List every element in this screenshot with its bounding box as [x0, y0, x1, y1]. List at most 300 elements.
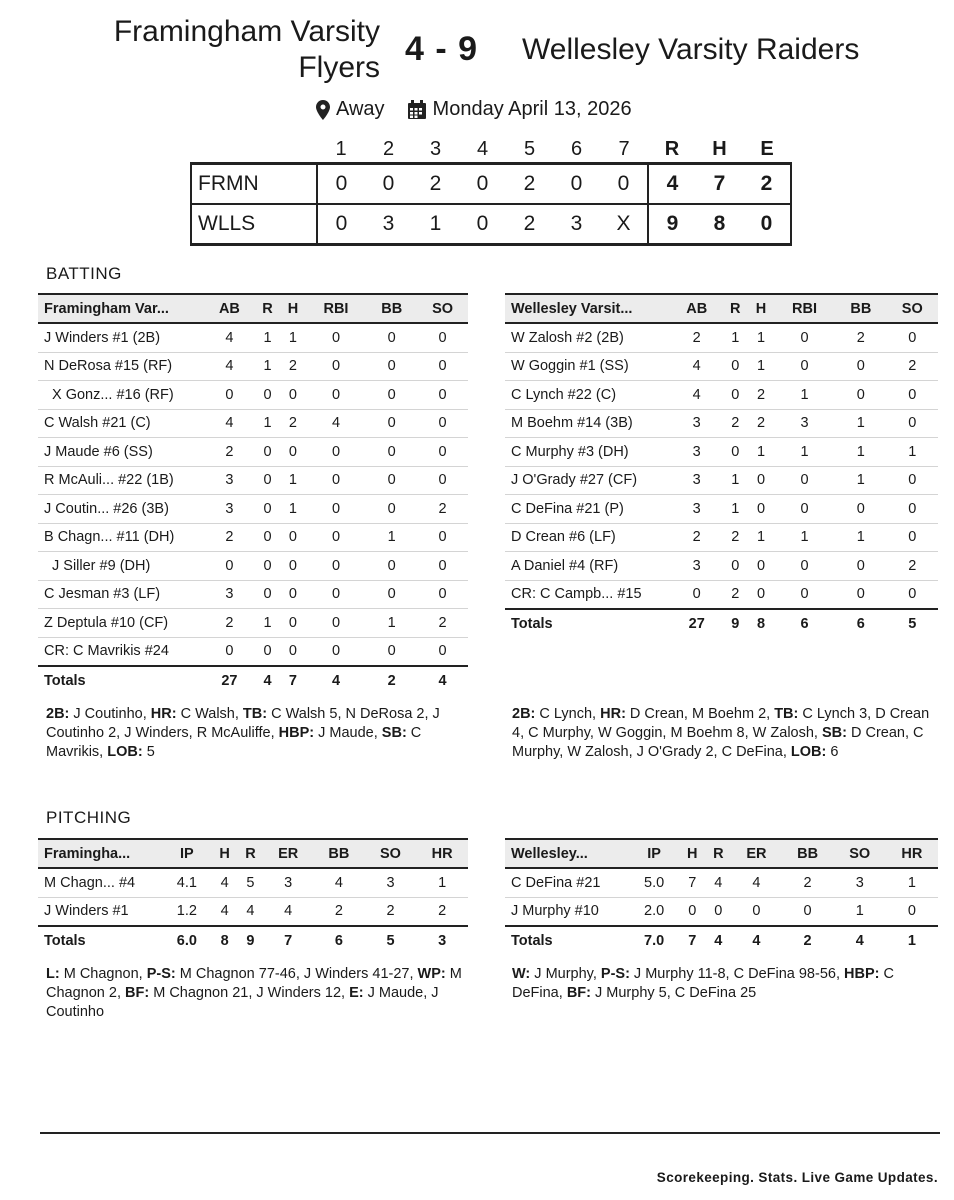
stat-value: 1 — [366, 609, 417, 638]
away-pitching-notes — [512, 965, 937, 1003]
stat-value: 2 — [722, 409, 748, 438]
stat-value: 2 — [204, 523, 255, 552]
totals-value: 8 — [220, 932, 229, 949]
stat-column-header: BB — [313, 839, 365, 868]
totals-value: 2 — [803, 932, 812, 949]
note-value: J Murphy 11-8, C DeFina 98-56, — [629, 966, 845, 982]
note-key: LOB: — [790, 744, 827, 760]
player-name: C Lynch #22 (C) — [505, 381, 671, 410]
stat-value: 0 — [417, 466, 468, 495]
home-pitching-notes — [46, 965, 471, 1022]
totals-value: 7 — [688, 932, 697, 949]
stat-value: 1 — [835, 438, 886, 467]
stat-value: 3 — [671, 495, 722, 524]
player-row — [505, 381, 938, 410]
stat-value: 2 — [365, 897, 417, 926]
stat-column-header: SO — [417, 294, 468, 323]
note-value: C DeFina, — [512, 966, 894, 1001]
inning-score: 3 — [365, 204, 412, 245]
note-value: J Murphy 5, C DeFina 25 — [590, 985, 757, 1001]
stat-value: 0 — [306, 609, 367, 638]
stat-value: 1 — [774, 438, 835, 467]
note-key: WP: — [417, 966, 446, 982]
stat-value: 2 — [835, 323, 886, 352]
stat-value: 0 — [280, 552, 305, 581]
note-value: M Chagnon 77-46, J Winders 41-27, — [175, 966, 418, 982]
stat-value: 3 — [365, 868, 417, 897]
stat-value: 0 — [417, 352, 468, 381]
home-pitching-table — [38, 838, 468, 955]
team-abbr: WLLS — [191, 204, 317, 245]
player-row — [505, 523, 938, 552]
stat-value: 2 — [722, 523, 748, 552]
totals-value: 6 — [856, 615, 865, 632]
inning-score: 0 — [553, 164, 600, 205]
stat-column-header: R — [705, 839, 731, 868]
player-name: B Chagn... #11 (DH) — [38, 523, 204, 552]
stat-value: 0 — [417, 552, 468, 581]
home-batting-notes — [46, 705, 471, 762]
stat-value: 0 — [722, 552, 748, 581]
note-key: BF: — [566, 985, 591, 1001]
note-key: LOB: — [107, 744, 143, 760]
stat-value: 0 — [306, 466, 367, 495]
stat-value: 1 — [722, 495, 748, 524]
inning-header: 1 — [335, 137, 347, 160]
totals-value: 4 — [263, 672, 272, 689]
date-text: Monday April 13, 2026 — [432, 98, 632, 120]
linescore-header-row — [191, 136, 791, 164]
stat-column-header: SO — [365, 839, 417, 868]
stat-value: 0 — [204, 637, 255, 666]
linescore-row — [191, 164, 791, 205]
player-row — [505, 352, 938, 381]
player-name: Z Deptula #10 (CF) — [38, 609, 204, 638]
stat-column-header: RBI — [774, 294, 835, 323]
inning-score: 2 — [506, 204, 553, 245]
stat-value: 0 — [366, 552, 417, 581]
player-row — [38, 637, 468, 666]
stat-value: 0 — [417, 381, 468, 410]
stat-value: 0 — [366, 409, 417, 438]
player-row — [505, 409, 938, 438]
player-row — [38, 897, 468, 926]
stat-value: 0 — [417, 523, 468, 552]
stat-value: 0 — [255, 637, 280, 666]
stat-value: 1 — [280, 466, 305, 495]
stat-value: 3 — [671, 409, 722, 438]
totals-value: 4 — [714, 932, 723, 949]
stat-value: 1 — [774, 523, 835, 552]
stat-value: 1 — [774, 381, 835, 410]
batting-section-title: BATTING — [46, 264, 122, 283]
stat-value: 0 — [887, 523, 938, 552]
stat-value: 0 — [774, 466, 835, 495]
stat-value: 0 — [887, 381, 938, 410]
note-value: J Murphy, — [530, 966, 601, 982]
note-key: BF: — [125, 985, 150, 1001]
stat-value: 0 — [887, 323, 938, 352]
stat-value: 1 — [416, 868, 468, 897]
stat-column-header: R — [722, 294, 748, 323]
away-pitching-table — [505, 838, 938, 955]
player-row — [38, 381, 468, 410]
stat-value: 0 — [280, 609, 305, 638]
totals-value: 7 — [284, 932, 293, 949]
player-row — [38, 523, 468, 552]
player-name: X Gonz... #16 (RF) — [38, 381, 204, 410]
stat-value: 2 — [748, 409, 774, 438]
stat-value: 3 — [834, 868, 886, 897]
stat-value: 0 — [774, 495, 835, 524]
stat-value: 0 — [835, 352, 886, 381]
player-row — [505, 495, 938, 524]
stat-value: 0 — [835, 495, 886, 524]
stat-value: 0 — [887, 409, 938, 438]
stat-column-header: AB — [671, 294, 722, 323]
stat-value: 0 — [417, 580, 468, 609]
inning-score: 2 — [412, 164, 459, 205]
note-value: C Lynch, — [535, 706, 601, 722]
stat-column-header: H — [679, 839, 705, 868]
totals-value: 4 — [438, 672, 447, 689]
stat-value: 0 — [306, 523, 367, 552]
stat-value: 0 — [366, 466, 417, 495]
player-row — [38, 552, 468, 581]
stat-value: 0 — [417, 323, 468, 352]
inning-score: 0 — [365, 164, 412, 205]
stat-column-header: AB — [204, 294, 255, 323]
player-name: D Crean #6 (LF) — [505, 523, 671, 552]
totals-value: 27 — [221, 672, 238, 689]
stat-column-header: BB — [782, 839, 834, 868]
note-key: L: — [46, 966, 60, 982]
inning-header: 7 — [618, 137, 630, 160]
note-key: HBP: — [278, 725, 315, 741]
away-team-name: Wellesley Varsity Raiders — [522, 33, 860, 66]
game-meta — [316, 98, 632, 121]
note-key: HR: — [150, 706, 177, 722]
stat-value: 2 — [204, 438, 255, 467]
stat-column-header: H — [212, 839, 238, 868]
stat-column-header: SO — [887, 294, 938, 323]
stat-value: 4 — [212, 897, 238, 926]
note-key: TB: — [242, 706, 268, 722]
table-header-row — [38, 294, 468, 323]
totals-value: 5 — [386, 932, 395, 949]
team-column-header: Wellesley Varsit... — [505, 294, 671, 323]
player-name: C Murphy #3 (DH) — [505, 438, 671, 467]
totals-row — [38, 926, 468, 955]
note-value: M Chagnon, — [59, 966, 147, 982]
stat-value: 5.0 — [629, 868, 679, 897]
stat-value: 0 — [887, 466, 938, 495]
away-batting-notes — [512, 705, 937, 762]
note-value: 6 — [826, 744, 839, 760]
player-row — [38, 466, 468, 495]
stat-column-header: BB — [366, 294, 417, 323]
note-value: M Chagnon 21, J Winders 12, — [149, 985, 350, 1001]
stat-value: 0 — [255, 580, 280, 609]
stat-value: 4 — [238, 897, 264, 926]
stat-value: 4 — [705, 868, 731, 897]
stat-value: 1 — [748, 352, 774, 381]
stat-value: 1 — [835, 523, 886, 552]
location-text: Away — [336, 98, 385, 120]
stat-value: 0 — [280, 637, 305, 666]
stat-value: 0 — [255, 495, 280, 524]
note-key: E: — [349, 985, 364, 1001]
team-abbr: FRMN — [191, 164, 317, 205]
stat-value: 0 — [306, 495, 367, 524]
totals-row — [505, 926, 938, 955]
stat-value: 0 — [835, 552, 886, 581]
stat-value: 0 — [306, 438, 367, 467]
totals-value: 9 — [246, 932, 255, 949]
stat-value: 0 — [417, 438, 468, 467]
player-name: C Jesman #3 (LF) — [38, 580, 204, 609]
stat-value: 2 — [748, 381, 774, 410]
stat-value: 0 — [417, 637, 468, 666]
stat-value: 4 — [212, 868, 238, 897]
stat-value: 2 — [417, 609, 468, 638]
player-name: J Siller #9 (DH) — [38, 552, 204, 581]
player-name: J Winders #1 — [38, 897, 162, 926]
player-name: C DeFina #21 (P) — [505, 495, 671, 524]
hits-total: 7 — [696, 164, 743, 205]
totals-label: Totals — [44, 672, 86, 689]
player-row — [505, 438, 938, 467]
home-team-name: Framingham Varsity Flyers — [113, 15, 380, 84]
stat-value: 0 — [748, 580, 774, 609]
player-name: J Maude #6 (SS) — [38, 438, 204, 467]
totals-row — [38, 666, 468, 695]
pitching-section-title: PITCHING — [46, 808, 132, 827]
player-name: A Daniel #4 (RF) — [505, 552, 671, 581]
away-batting-table — [505, 293, 938, 638]
stat-value: 0 — [366, 381, 417, 410]
footer-divider — [40, 1132, 940, 1134]
stat-value: 0 — [255, 552, 280, 581]
stat-value: 1 — [748, 438, 774, 467]
stat-value: 3 — [204, 466, 255, 495]
stat-column-header: R — [255, 294, 280, 323]
stat-column-header: ER — [731, 839, 781, 868]
stat-value: 3 — [671, 466, 722, 495]
stat-column-header: H — [748, 294, 774, 323]
stat-value: 0 — [835, 580, 886, 609]
stat-value: 1 — [255, 609, 280, 638]
calendar-icon — [407, 100, 427, 120]
note-key: P-S: — [600, 966, 630, 982]
player-name: M Boehm #14 (3B) — [505, 409, 671, 438]
note-value: J Maude, J Coutinho — [46, 985, 439, 1020]
stat-value: 2 — [887, 552, 938, 581]
totals-value: 7 — [288, 672, 297, 689]
stat-value: 5 — [238, 868, 264, 897]
team-column-header: Framingha... — [38, 839, 162, 868]
stat-value: 3 — [204, 495, 255, 524]
stat-value: 0 — [722, 381, 748, 410]
stat-value: 3 — [263, 868, 313, 897]
note-value: D Crean, C Murphy, W Zalosh, J O'Grady 2, C DeFina, — [512, 725, 924, 760]
stat-value: 2 — [782, 868, 834, 897]
stat-value: 0 — [705, 897, 731, 926]
stat-value: 0 — [835, 381, 886, 410]
stat-column-header: H — [280, 294, 305, 323]
note-key: 2B: — [512, 706, 536, 722]
inning-score: 0 — [600, 164, 648, 205]
table-header-row — [38, 839, 468, 868]
totals-value: 4 — [752, 932, 761, 949]
player-row — [505, 323, 938, 352]
linescore-table — [190, 136, 792, 246]
stat-value: 0 — [774, 323, 835, 352]
stat-value: 0 — [306, 381, 367, 410]
totals-label: Totals — [511, 932, 553, 949]
totals-label: Totals — [44, 932, 86, 949]
stat-value: 2 — [313, 897, 365, 926]
stat-value: 2 — [204, 609, 255, 638]
note-value: M Chagnon 2, — [46, 966, 462, 1001]
player-name: R McAuli... #22 (1B) — [38, 466, 204, 495]
player-row — [38, 409, 468, 438]
stat-value: 2 — [671, 323, 722, 352]
inning-score: 0 — [459, 164, 506, 205]
player-name: C DeFina #21 — [505, 868, 629, 897]
inning-score: 3 — [553, 204, 600, 245]
errors-header: E — [760, 137, 774, 160]
hits-header: H — [712, 137, 727, 160]
stat-column-header: HR — [886, 839, 938, 868]
totals-value: 4 — [855, 932, 864, 949]
errors-total: 2 — [743, 164, 791, 205]
stat-value: 1 — [722, 466, 748, 495]
totals-row — [505, 609, 938, 638]
inning-score: 0 — [317, 204, 365, 245]
stat-value: 1 — [366, 523, 417, 552]
inning-score: 0 — [317, 164, 365, 205]
errors-total: 0 — [743, 204, 791, 245]
totals-value: 8 — [756, 615, 766, 632]
stat-value: 0 — [671, 580, 722, 609]
totals-value: 7.0 — [644, 932, 665, 949]
stat-value: 0 — [782, 897, 834, 926]
player-name: M Chagn... #4 — [38, 868, 162, 897]
totals-value: 6.0 — [176, 932, 197, 949]
stat-value: 3 — [774, 409, 835, 438]
totals-value: 3 — [438, 932, 447, 949]
inning-score: 2 — [506, 164, 553, 205]
note-key: TB: — [774, 706, 799, 722]
note-value: C Mavrikis, — [46, 725, 422, 760]
note-value: J Maude, — [314, 725, 382, 741]
table-header-row — [505, 839, 938, 868]
stat-value: 4 — [671, 381, 722, 410]
stat-value: 4 — [204, 409, 255, 438]
stat-value: 0 — [748, 552, 774, 581]
stat-column-header: ER — [263, 839, 313, 868]
stat-value: 1 — [748, 523, 774, 552]
linescore-row — [191, 204, 791, 245]
stat-value: 0 — [679, 897, 705, 926]
stat-value: 1 — [887, 438, 938, 467]
stat-value: 0 — [722, 438, 748, 467]
stat-value: 0 — [887, 495, 938, 524]
stat-value: 0 — [255, 381, 280, 410]
stat-value: 1 — [835, 409, 886, 438]
stat-value: 1 — [255, 409, 280, 438]
stat-value: 1.2 — [162, 897, 212, 926]
inning-score: 1 — [412, 204, 459, 245]
player-name: N DeRosa #15 (RF) — [38, 352, 204, 381]
inning-score: X — [600, 204, 648, 245]
stat-value: 0 — [306, 352, 367, 381]
player-row — [38, 352, 468, 381]
note-value: J Coutinho, — [69, 706, 151, 722]
stat-value: 0 — [774, 580, 835, 609]
inning-header: 5 — [523, 137, 536, 160]
stat-column-header: BB — [835, 294, 886, 323]
player-row — [38, 868, 468, 897]
player-name: CR: C Campb... #15 — [505, 580, 671, 609]
stat-value: 3 — [671, 438, 722, 467]
totals-value: 27 — [688, 615, 705, 632]
stat-value: 0 — [366, 323, 417, 352]
stat-value: 0 — [774, 552, 835, 581]
stat-value: 0 — [306, 580, 367, 609]
player-name: C Walsh #21 (C) — [38, 409, 204, 438]
player-row — [38, 323, 468, 352]
stat-value: 0 — [204, 552, 255, 581]
totals-value: 4 — [331, 672, 341, 689]
stat-value: 1 — [835, 466, 886, 495]
stat-value: 0 — [306, 323, 367, 352]
player-row — [38, 495, 468, 524]
stat-value: 2.0 — [629, 897, 679, 926]
stat-value: 1 — [748, 323, 774, 352]
runs-total: 4 — [648, 164, 696, 205]
totals-value: 6 — [334, 932, 343, 949]
stat-value: 2 — [722, 580, 748, 609]
stat-value: 2 — [280, 352, 305, 381]
stat-column-header: SO — [834, 839, 886, 868]
stat-column-header: IP — [629, 839, 679, 868]
stat-value: 0 — [280, 580, 305, 609]
player-name: J Winders #1 (2B) — [38, 323, 204, 352]
stat-value: 0 — [280, 381, 305, 410]
stat-value: 0 — [722, 352, 748, 381]
stat-value: 0 — [774, 352, 835, 381]
stat-value: 4 — [204, 323, 255, 352]
stat-value: 1 — [722, 323, 748, 352]
runs-header: R — [664, 137, 680, 160]
stat-value: 0 — [731, 897, 781, 926]
team-column-header: Framingham Var... — [38, 294, 204, 323]
note-key: W: — [512, 966, 531, 982]
inning-score: 0 — [459, 204, 506, 245]
player-row — [38, 609, 468, 638]
player-name: J O'Grady #27 (CF) — [505, 466, 671, 495]
player-name: W Goggin #1 (SS) — [505, 352, 671, 381]
stat-value: 2 — [416, 897, 468, 926]
note-key: HR: — [600, 706, 626, 722]
game-score: 4 - 9 — [405, 30, 479, 68]
stat-value: 0 — [748, 466, 774, 495]
stat-column-header: IP — [162, 839, 212, 868]
inning-header: 4 — [476, 137, 489, 160]
totals-value: 9 — [731, 615, 740, 632]
